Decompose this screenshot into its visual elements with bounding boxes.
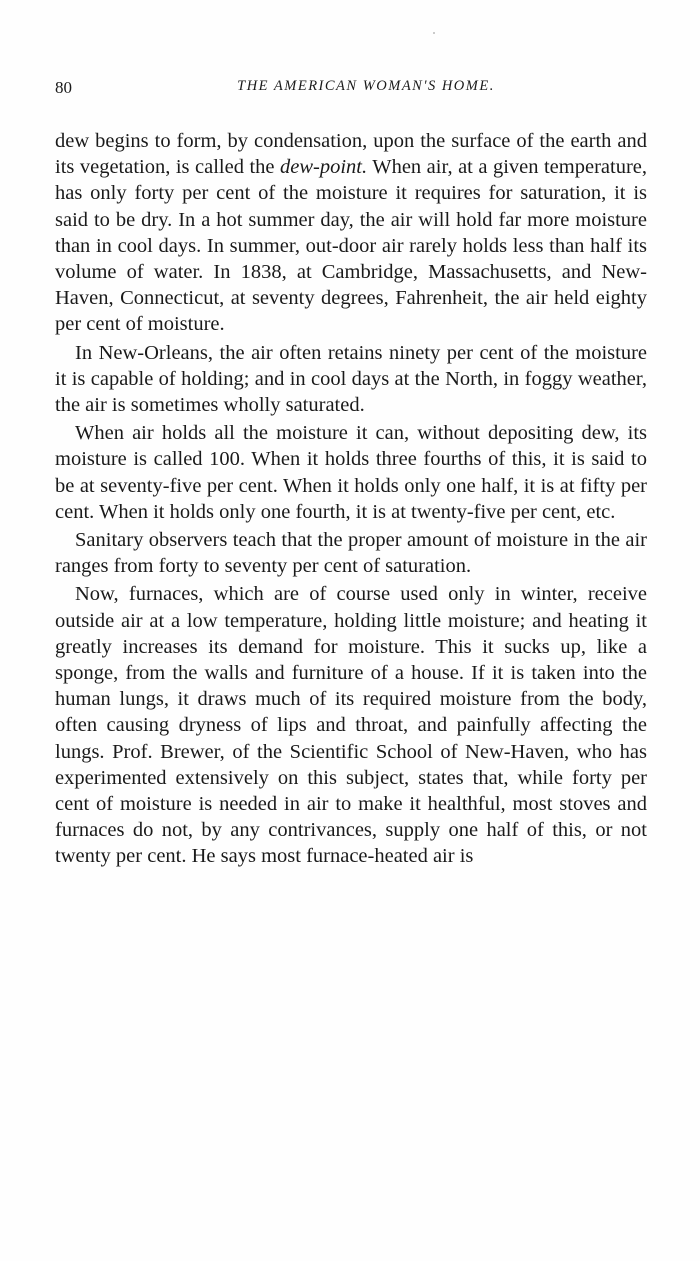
- paper-speck: [433, 32, 435, 34]
- paragraph: When air holds all the moisture it can, without depositing dew, its moisture is called 100. When it holds three fourths of this, it is said to be at seventy-five per cent. When it holds only one half, it is at fifty per cent. When it holds only one fourth, it is at twenty-five per cent, etc.: [55, 422, 647, 523]
- paragraph: Now, furnaces, which are of course used only in winter, receive outside air at a low temperature, holding little moisture; and heating it greatly increases its demand for moisture. This it sucks up, like a sponge, from the walls and furniture of a house. If it is taken into the human lungs, it draws much of its required moisture from the body, often causing dryness of lips and throat, and painfully affecting the lungs. Prof. Brewer, of the Scientific School of New-Haven, who has experimented extensively on this subject, states that, while forty per cent of moisture is needed in air to make it healthful, most stoves and furnaces do not, by any contrivances, supply one half of this, or not twenty per cent. He says most furnace-heated air is: [55, 583, 647, 868]
- paragraph: In New-Orleans, the air often retains ninety per cent of the moisture it is capable of holding; and in cool days at the North, in foggy weather, the air is sometimes wholly saturated.: [55, 341, 647, 417]
- paragraph: Sanitary observers teach that the proper amount of moisture in the air ranges from forty to seventy per cent of saturation.: [55, 529, 647, 578]
- paragraph-text: When air, at a given temperature, has only forty per cent of the moisture it requires for saturation, it is said to be dry. In a hot summer day, the air will hold far more moisture than in cool days. In summer, out-door air rarely holds less than half its volume of water. In 1838, at Cambridge, Massachusetts, and New-Haven, Connecticut, at seventy degrees, Fahrenheit, the air held eighty per cent of moisture.: [55, 156, 647, 336]
- body-text: [55, 128, 647, 872]
- paragraph-text: dew begins to form, by condensation, upon the surface of the earth and its vegetation, is called the: [55, 130, 647, 179]
- running-head: [55, 78, 647, 102]
- paragraph-continued: [55, 128, 647, 338]
- running-title: THE AMERICAN WOMAN'S HOME.: [237, 78, 495, 94]
- page-number: 80: [55, 78, 72, 97]
- italic-term: dew-point.: [279, 156, 368, 179]
